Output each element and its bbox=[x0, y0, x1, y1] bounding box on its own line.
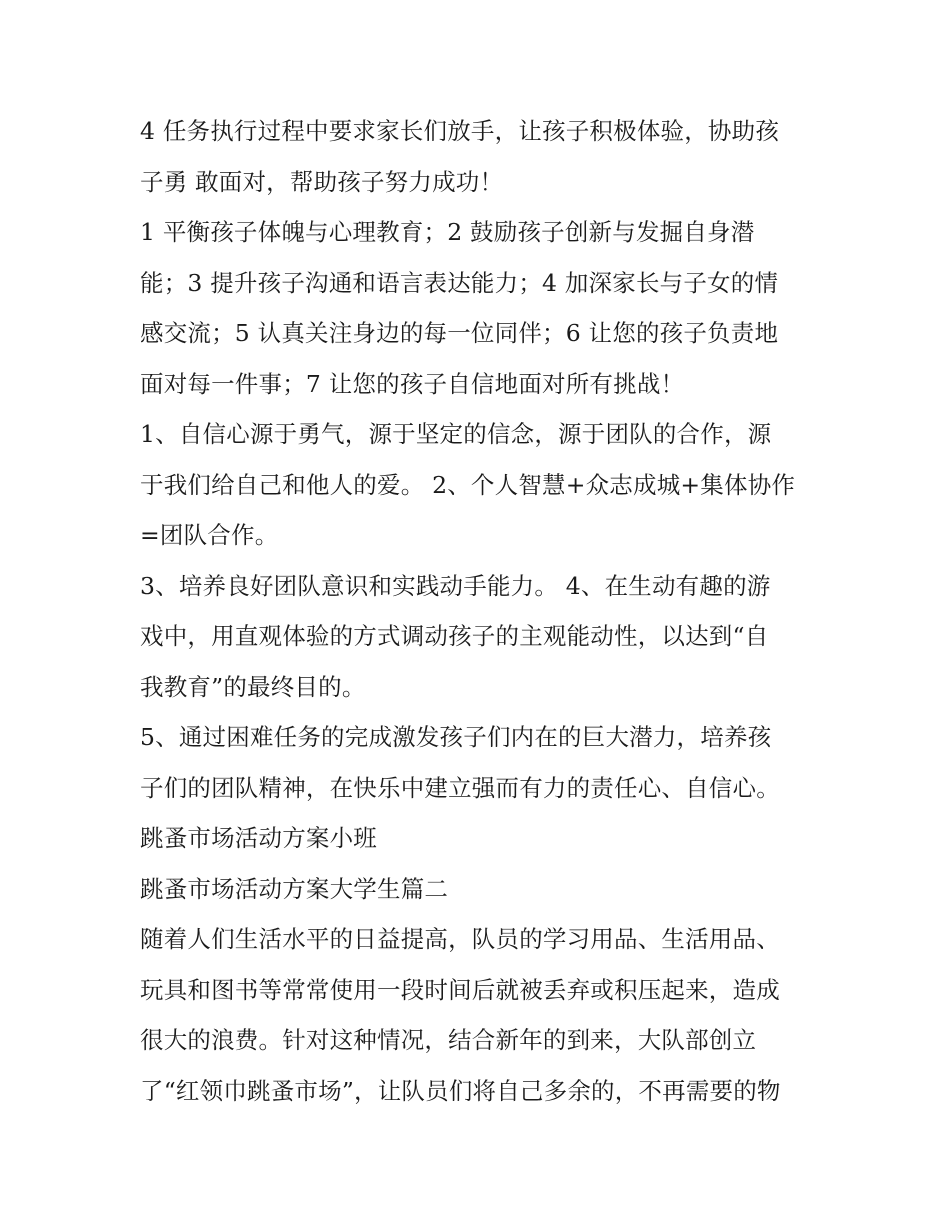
text-line: 子们的团队精神，在快乐中建立强而有力的责任心、自信心。 bbox=[140, 773, 780, 802]
text-line: 1、自信心源于勇气，源于坚定的信念，源于团队的合作，源 bbox=[140, 420, 772, 448]
text-line: 面对每一件事；7 让您的孩子自信地面对所有挑战！ bbox=[140, 369, 685, 398]
text-line: 了“红领巾跳蚤市场”，让队员们将自己多余的，不再需要的物 bbox=[140, 1076, 781, 1105]
text-line: 5、通过困难任务的完成激发孩子们内在的巨大潜力，培养孩 bbox=[140, 723, 772, 751]
paragraph-goals-list bbox=[140, 207, 820, 409]
text-line: 能；3 提升孩子沟通和语言表达能力；4 加深家长与子女的情 bbox=[140, 268, 779, 297]
text-line: 很大的浪费。针对这种情况，结合新年的到来，大队部创立 bbox=[140, 1026, 757, 1054]
heading-text: 跳蚤市场活动方案大学生篇二 bbox=[140, 874, 449, 903]
text-line: 1 平衡孩子体魄与心理教育；2 鼓励孩子创新与发掘自身潜 bbox=[140, 218, 755, 246]
text-line: 随着人们生活水平的日益提高，队员的学习用品、生活用品、 bbox=[140, 925, 780, 953]
document-body bbox=[140, 106, 820, 1116]
text-line: 4 任务执行过程中要求家长们放手，让孩子积极体验，协助孩 bbox=[140, 117, 780, 145]
text-line: 3、培养良好团队意识和实践动手能力。 4、在生动有趣的游 bbox=[140, 571, 771, 600]
heading-text: 跳蚤市场活动方案小班 bbox=[140, 824, 377, 852]
text-line: 戏中，用直观体验的方式调动孩子的主观能动性，以达到“自 bbox=[140, 622, 769, 650]
heading-flea-market-small-class bbox=[140, 813, 820, 864]
text-line: 我教育”的最终目的。 bbox=[140, 672, 366, 701]
paragraph-potential bbox=[140, 712, 820, 813]
text-line: =团队合作。 bbox=[140, 521, 279, 549]
text-line: 于我们给自己和他人的爱。 2、个人智慧+众志成城+集体协作 bbox=[140, 470, 796, 499]
paragraph-confidence-teamwork bbox=[140, 409, 820, 561]
text-line: 玩具和图书等常常使用一段时间后就被丢弃或积压起来，造成 bbox=[140, 975, 780, 1004]
heading-flea-market-college-part-two bbox=[140, 864, 820, 915]
paragraph-flea-market-intro bbox=[140, 914, 820, 1116]
text-line: 感交流；5 认真关注身边的每一位同伴；6 让您的孩子负责地 bbox=[140, 319, 779, 347]
paragraph-team-awareness bbox=[140, 561, 820, 713]
text-line: 子勇 敢面对，帮助孩子努力成功！ bbox=[140, 167, 504, 196]
paragraph-task-requirements bbox=[140, 106, 820, 207]
